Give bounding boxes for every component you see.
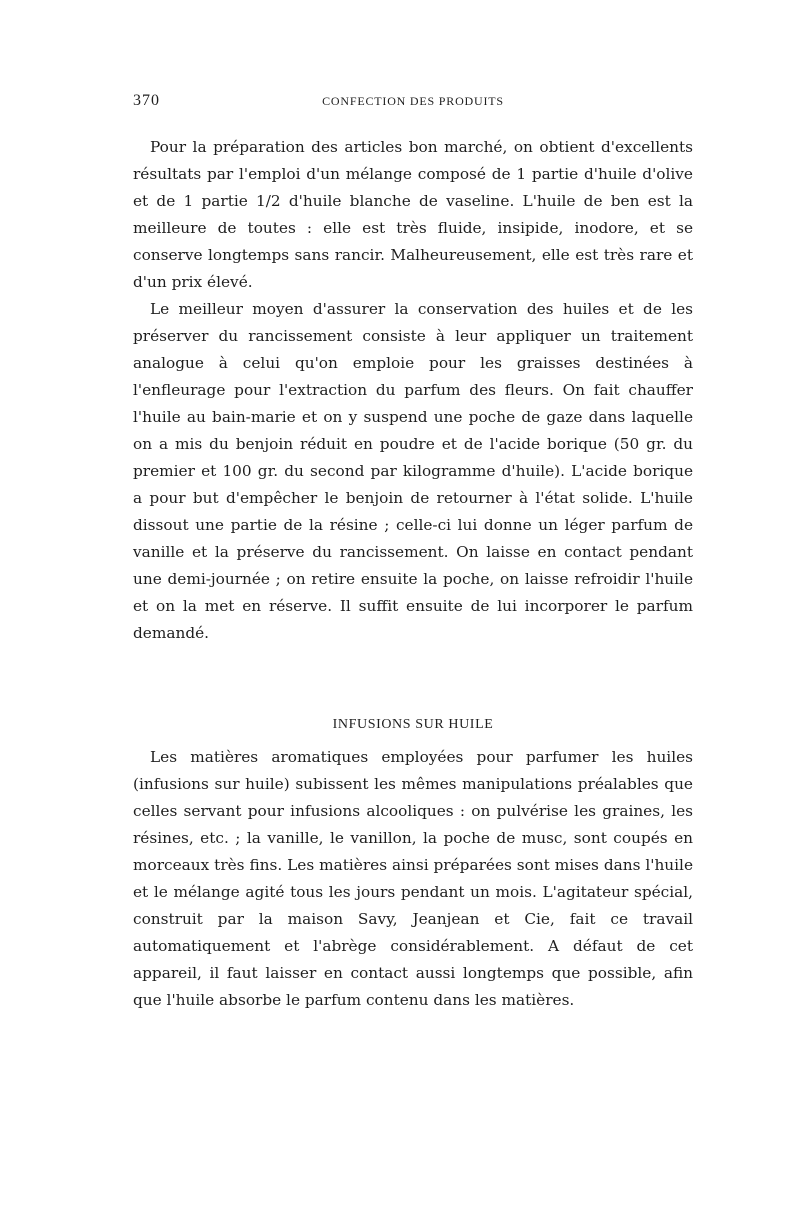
text-block-main [133, 134, 693, 647]
page-number: 370 [133, 92, 160, 109]
paragraph-oil-infusions: Les matières aromatiques employées pour parfumer les huiles (infusions sur huile) subissent les mêmes manipulations préalables que celles servant pour infusions alcooliques : on pulvérise les graines, les résines, etc. ; la vanille, le vanillon, la poche de musc, sont coupés en morceaux très fins. Les matières ainsi préparées sont mises dans l'huile et le mélange agité tous les jours pendant un mois. L'agitateur spécial, construit par la maison Savy, Jeanjean et Cie, fait ce travail automatiquement et l'abrège considérablement. A défaut de cet appareil, il faut laisser en contact aussi longtemps que possible, afin que l'huile absorbe le parfum contenu dans les matières. [133, 748, 693, 1009]
section-heading: INFUSIONS SUR HUILE [332, 717, 494, 732]
running-title: CONFECTION DES PRODUITS [322, 94, 504, 108]
running-head [133, 92, 693, 112]
paragraph-oil-conservation: Le meilleur moyen d'assurer la conservation des huiles et de les préserver du rancissement consiste à leur appliquer un traitement analogue à celui qu'on emploie pour les graisses destinées à l'enfleurage pour l'extraction du parfum des fleurs. On fait chauffer l'huile au bain-marie et on y suspend une poche de gaze dans laquelle on a mis du benjoin réduit en poudre et de l'acide borique (50 gr. du premier et 100 gr. du second par kilogramme d'huile). L'acide borique a pour but d'empêcher le benjoin de retourner à l'état solide. L'huile dissout une partie de la résine ; celle-ci lui donne un léger parfum de vanille et la préserve du rancissement. On laisse en contact pendant une demi-journée ; on retire ensuite la poche, on laisse refroidir l'huile et on la met en réserve. Il suffit ensuite de lui incorporer le parfum demandé. [133, 300, 693, 642]
paragraph-cheap-articles: Pour la préparation des articles bon marché, on obtient d'excellents résultats par l'emploi d'un mélange composé de 1 partie d'huile d'olive et de 1 partie 1/2 d'huile blanche de vaseline. L'huile de ben est la meilleure de toutes : elle est très fluide, insipide, inodore, et se conserve longtemps sans rancir. Malheureusement, elle est très rare et d'un prix élevé. [133, 138, 693, 291]
text-block-section [133, 744, 693, 1014]
